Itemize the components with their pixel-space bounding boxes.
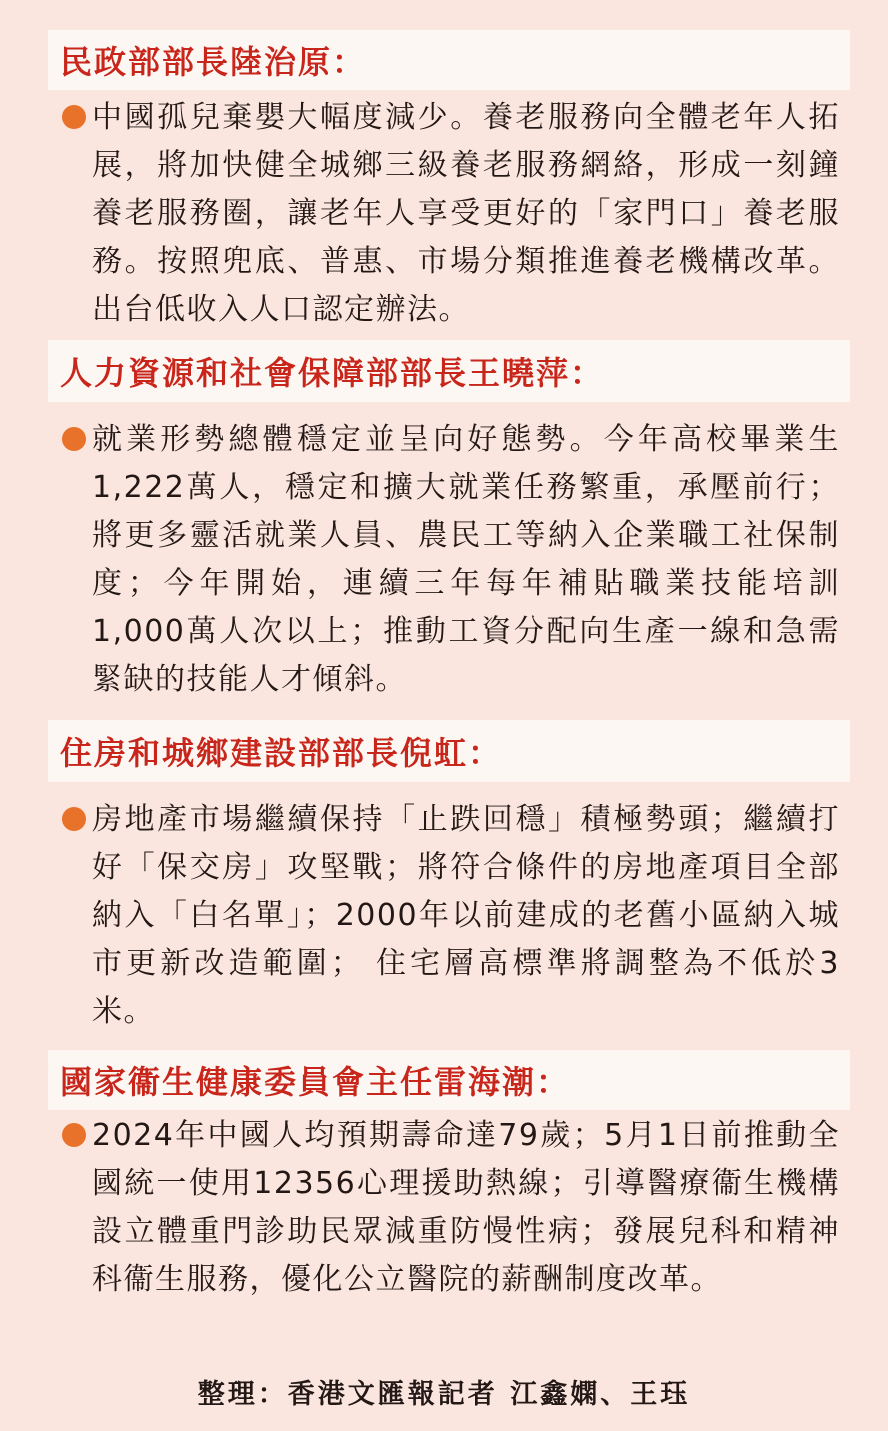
section-entry-health [62,1112,852,1304]
section-body-text: 2024年中國人均預期壽命達79歲；5月1日前推動全國統一使用12356心理援助熱線；引導醫療衞生機構設立體重門診助民眾減重防慢性病；發展兒科和精神科衞生服務，優化公立醫院的薪酬制度改革。 [92,1118,840,1297]
section-heading-housing [48,720,850,782]
section-entry-human-resources [62,416,852,704]
section-heading-health [48,1050,850,1110]
section-body-text: 中國孤兒棄嬰大幅度減少。養老服務向全體老年人拓展，將加快健全城鄉三級養老服務網絡，形成一刻鐘養老服務圈，讓老年人享受更好的「家門口」養老服務。按照兜底、普惠、市場分類推進養老機構改革。出台低收入人口認定辦法。 [92,100,840,327]
bullet-dot-icon [62,427,86,451]
bullet-dot-icon [62,105,86,129]
section-entry-civil-affairs [62,94,852,334]
bullet-dot-icon [62,807,86,831]
reporter-credit: 整理：香港文匯報記者 江鑫嫻、王珏 [197,1379,691,1410]
section-heading-civil-affairs [48,30,850,90]
section-body-text: 房地產市場繼續保持「止跌回穩」積極勢頭；繼續打好「保交房」攻堅戰；將符合條件的房地產項目全部納入「白名單」；2000年以前建成的老舊小區納入城市更新改造範圍； 住宅層高標準將調整為不低於3米。 [92,802,840,1029]
section-entry-housing [62,796,852,1036]
section-heading-text: 民政部部長陸治原： [60,43,367,81]
bullet-dot-icon [62,1123,86,1147]
section-body-text: 就業形勢總體穩定並呈向好態勢。今年高校畢業生1,222萬人，穩定和擴大就業任務繁重，承壓前行；將更多靈活就業人員、農民工等納入企業職工社保制度；今年開始，連續三年每年補貼職業技能培訓1,000萬人次以上；推動工資分配向生產一線和急需緊缺的技能人才傾斜。 [92,422,840,697]
section-heading-text: 國家衞生健康委員會主任雷海潮： [60,1063,571,1101]
section-heading-text: 人力資源和社會保障部部長王曉萍： [60,354,605,392]
section-heading-text: 住房和城鄉建設部部長倪虹： [60,734,503,772]
section-heading-human-resources [48,340,850,402]
